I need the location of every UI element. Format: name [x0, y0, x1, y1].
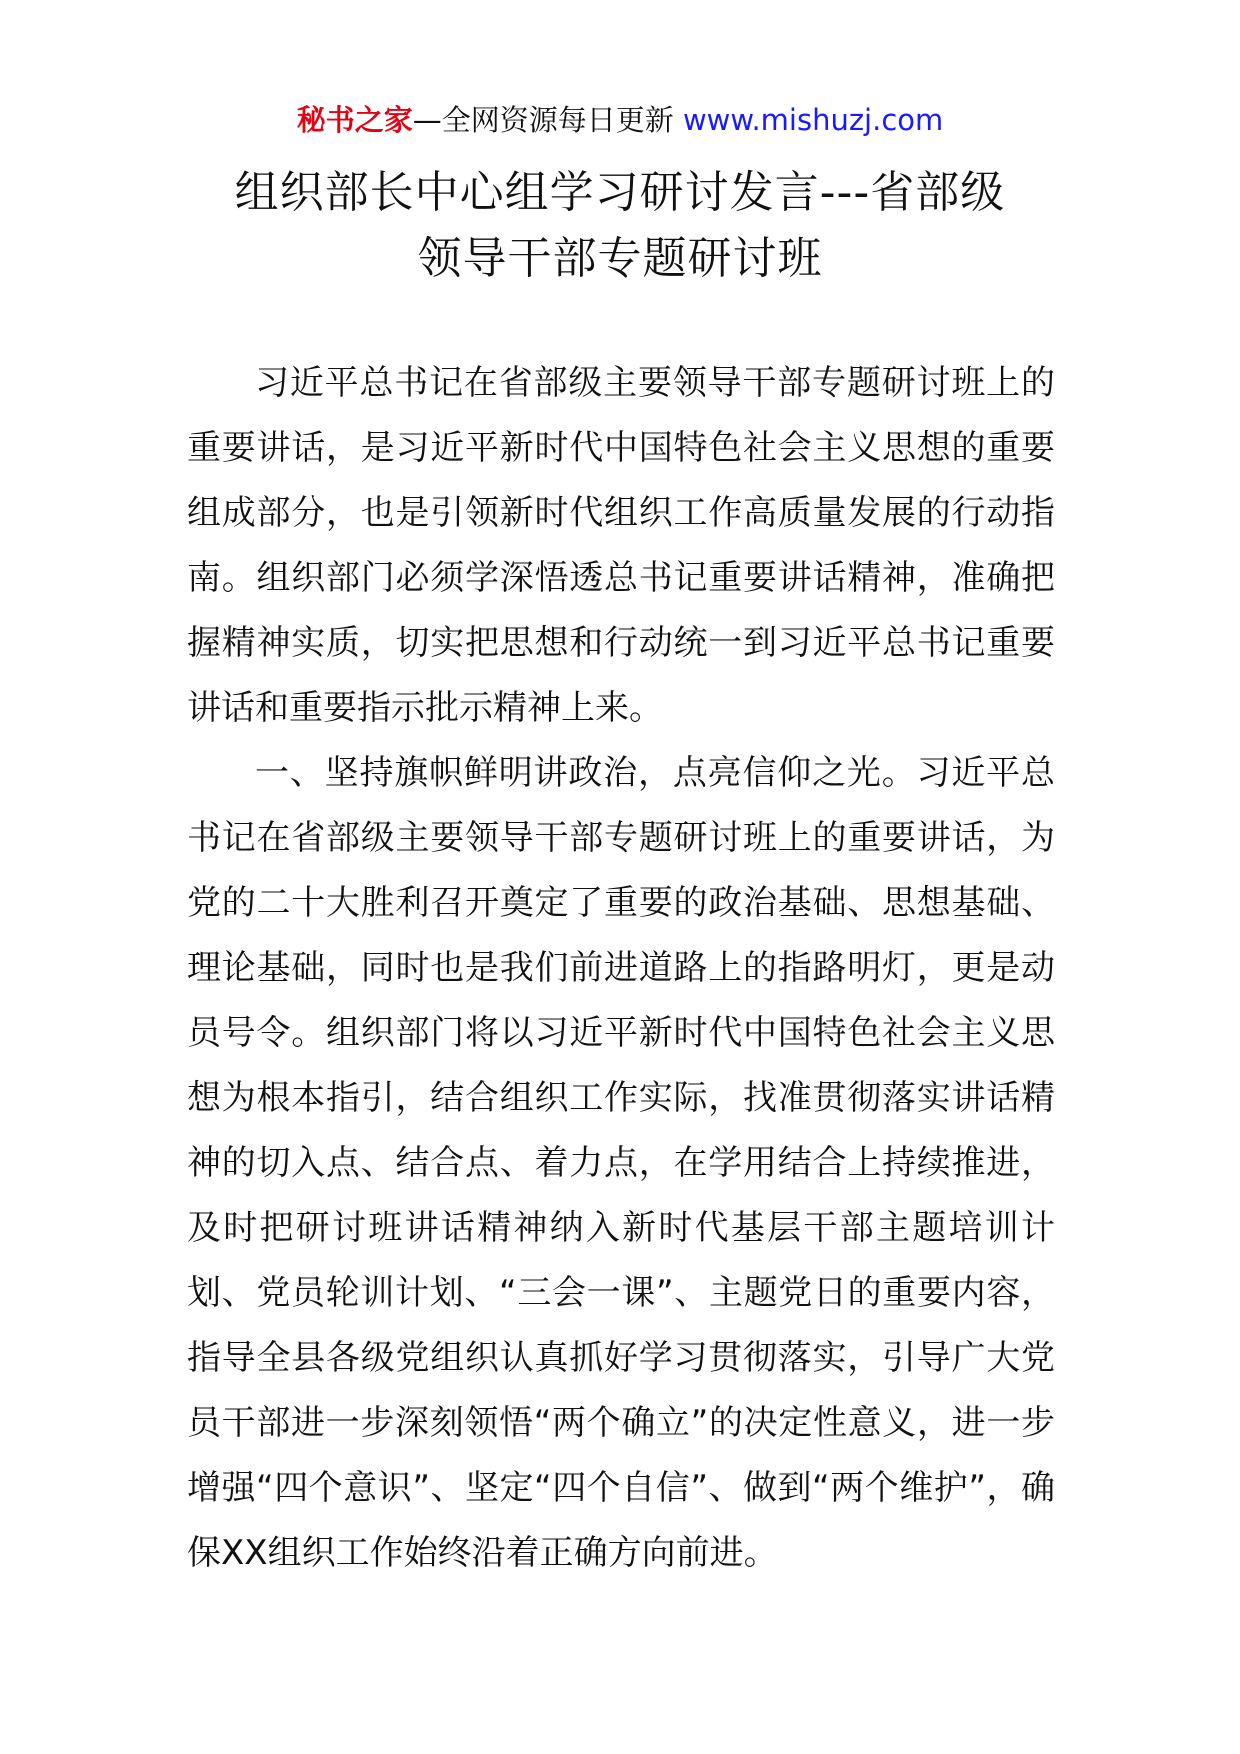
title-line-2: 领导干部专题研讨班 [417, 233, 823, 284]
document-body [187, 351, 1055, 1586]
brand-name: 秘书之家 [296, 103, 413, 137]
paragraph-section-1: 一、坚持旗帜鲜明讲政治，点亮信仰之光。习近平总书记在省部级主要领导干部专题研讨班上的重要讲话，为党的二十大胜利召开奠定了重要的政治基础、思想基础、理论基础，同时也是我们前进道路上的指路明灯，更是动员号令。组织部门将以习近平新时代中国特色社会主义思想为根本指引，结合组织工作实际，找准贯彻落实讲话精神的切入点、结合点、着力点，在学用结合上持续推进，及时把研讨班讲话精神纳入新时代基层干部主题培训计划、党员轮训计划、“三会一课”、主题党日的重要内容，指导全县各级党组织认真抓好学习贯彻落实，引导广大党员干部进一步深刻领悟“两个确立”的决定性意义，进一步增强“四个意识”、坚定“四个自信”、做到“两个维护”，确保XX组织工作始终沿着正确方向前进。 [187, 753, 1055, 1573]
site-url-link[interactable]: www.mishuzj.com [682, 103, 944, 137]
site-header [0, 100, 1240, 140]
paragraph-intro: 习近平总书记在省部级主要领导干部专题研讨班上的重要讲话，是习近平新时代中国特色社会主义思想的重要组成部分，也是引领新时代组织工作高质量发展的行动指南。组织部门必须学深悟透总书记重要讲话精神，准确把握精神实质，切实把思想和行动统一到习近平总书记重要讲话和重要指示批示精神上来。 [187, 363, 1055, 728]
header-tagline: —全网资源每日更新 [412, 103, 683, 137]
document-title [120, 160, 1120, 292]
title-line-1: 组织部长中心组学习研讨发言---省部级 [234, 167, 1006, 218]
